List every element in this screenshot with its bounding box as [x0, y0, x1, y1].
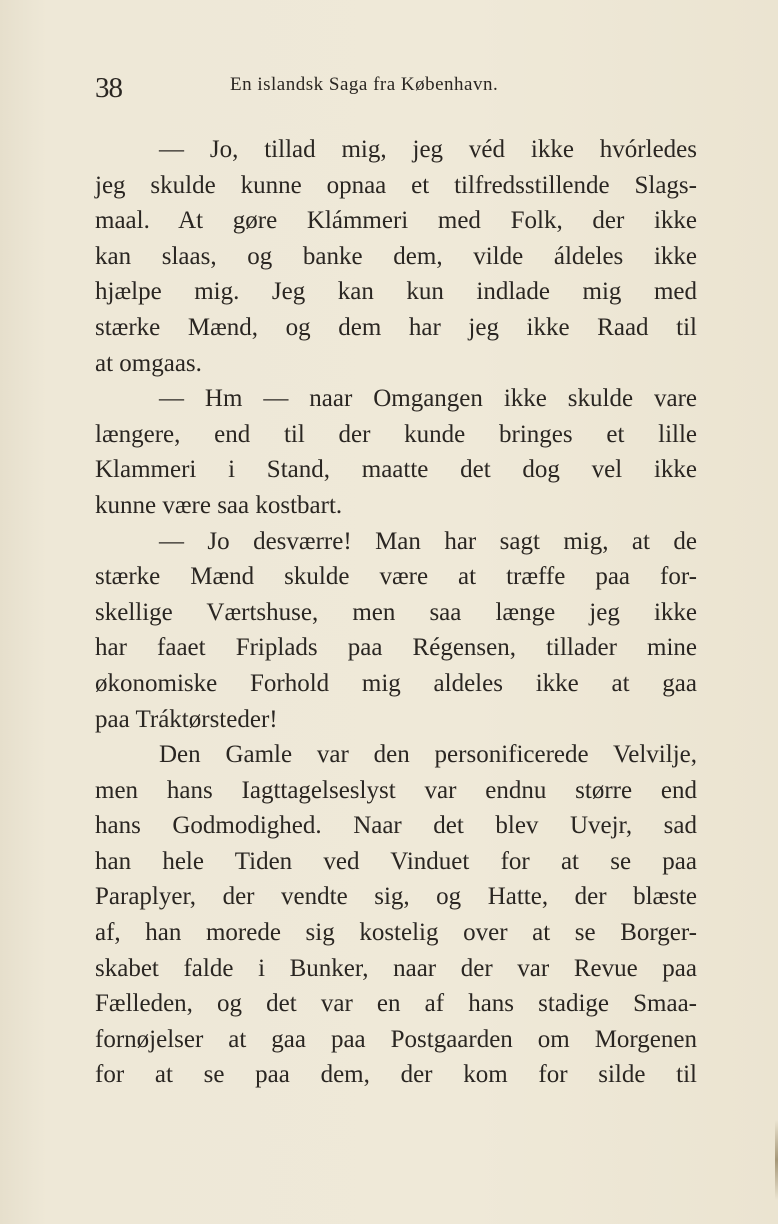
text-line: paa Tráktørsteder! — [95, 705, 278, 733]
text-line: Paraplyer, der vendte sig, og Hatte, der blæste — [95, 883, 697, 911]
text-line: han hele Tiden ved Vinduet for at se paa — [95, 847, 697, 875]
text-line: men hans Iagttagelseslyst var endnu større end — [95, 776, 697, 804]
text-line: Fælleden, og det var en af hans stadige Smaa- — [95, 990, 697, 1018]
text-line: længere, end til der kunde bringes et lille — [95, 420, 697, 448]
text-line: stærke Mænd skulde være at træffe paa for- — [95, 563, 697, 591]
text-line: skellige Værtshuse, men saa længe jeg ikke — [95, 598, 697, 626]
text-line: hans Godmodighed. Naar det blev Uvejr, sad — [95, 812, 697, 840]
body-text — [95, 132, 697, 1093]
text-line: stærke Mænd, og dem har jeg ikke Raad til — [95, 313, 697, 341]
text-line: har faaet Friplads paa Régensen, tillader mine — [95, 634, 697, 662]
text-line: jeg skulde kunne opnaa et tilfredsstillende Slags- — [95, 171, 697, 199]
text-line: — Jo desværre! Man har sagt mig, at de — [159, 527, 697, 555]
text-line: maal. At gøre Klámmeri med Folk, der ikke — [95, 207, 697, 235]
text-line: at omgaas. — [95, 349, 202, 377]
text-line: fornøjelser at gaa paa Postgaarden om Morgenen — [95, 1025, 697, 1053]
text-line: for at se paa dem, der kom for silde til — [95, 1061, 697, 1089]
text-line: Den Gamle var den personificerede Velvilje, — [159, 741, 697, 769]
page-header — [95, 70, 695, 106]
text-line: Klammeri i Stand, maatte det dog vel ikke — [95, 456, 697, 484]
running-head: En islandsk Saga fra København. — [230, 74, 499, 95]
text-line: — Jo, tillad mig, jeg véd ikke hvórledes — [159, 136, 697, 163]
text-line: af, han morede sig kostelig over at se Borger- — [95, 919, 697, 947]
text-line: hjælpe mig. Jeg kan kun indlade mig med — [95, 278, 697, 306]
text-line: kunne være saa kostbart. — [95, 491, 343, 519]
text-line: skabet falde i Bunker, naar der var Revue paa — [95, 954, 697, 982]
page-number: 38 — [95, 72, 122, 104]
text-line: — Hm — naar Omgangen ikke skulde vare — [159, 385, 697, 413]
text-line: økonomiske Forhold mig aldeles ikke at gaa — [95, 669, 697, 697]
text-line: kan slaas, og banke dem, vilde áldeles ikke — [95, 242, 697, 270]
